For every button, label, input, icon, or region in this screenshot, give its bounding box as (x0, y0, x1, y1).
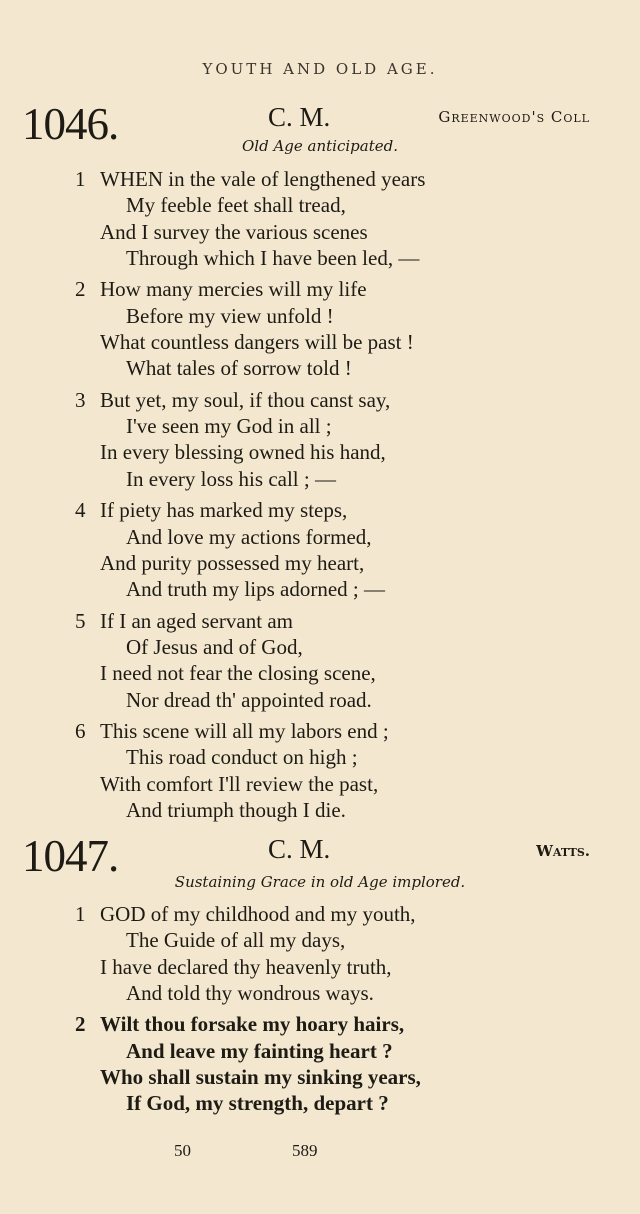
verse-text: And love my actions formed, (126, 524, 372, 549)
hymn-author: Watts. (536, 842, 590, 860)
verse-text: How many mercies will my life (100, 277, 367, 302)
verse-text: WHEN in the vale of lengthened years (100, 167, 426, 191)
verse-text: In every loss his call ; — (126, 466, 336, 491)
verse-text: And truth my lips adorned ; — (126, 577, 385, 602)
verse-text: This road conduct on high ; (126, 745, 358, 770)
verse-text: And purity possessed my heart, (100, 550, 365, 575)
verse-text: This scene will all my labors end ; (100, 719, 389, 743)
verse-number: 2 (75, 277, 86, 302)
verse-number: 3 (75, 387, 86, 412)
verse-text: My feeble feet shall tread, (126, 193, 346, 218)
verse-text: And I survey the various scenes (100, 219, 368, 244)
verse-text: And leave my fainting heart ? (126, 1038, 393, 1063)
hymn-author: Greenwood's Coll (438, 108, 590, 126)
verse-text: Before my view unfold ! (126, 303, 334, 328)
hymn-title: Old Age anticipated. (242, 137, 398, 155)
verse-text: With comfort I'll review the past, (100, 771, 379, 796)
verse-number: 2 (75, 1012, 86, 1037)
verse-text: What countless dangers will be past ! (100, 330, 414, 354)
verse-text: And triumph though I die. (126, 797, 346, 822)
verse-number: 6 (75, 719, 86, 743)
verse-text: And told thy wondrous ways. (126, 980, 374, 1005)
running-head: YOUTH AND OLD AGE. (202, 60, 438, 78)
verse-text: I've seen my God in all ; (126, 414, 332, 439)
verse-text: Of Jesus and of God, (126, 634, 303, 659)
signature-mark: 50 (174, 1141, 191, 1160)
verse-number: 5 (75, 608, 86, 633)
page-number: 589 (292, 1141, 318, 1160)
verse-text: I need not fear the closing scene, (100, 661, 376, 686)
verse-text: If I an aged servant am (100, 608, 293, 633)
hymn-meter: C. M. (268, 102, 331, 132)
verse-text: GOD of my childhood and my youth, (100, 902, 416, 926)
verse-text: Who shall sustain my sinking years, (100, 1065, 421, 1089)
verse-text: In every blessing owned his hand, (100, 440, 386, 465)
page-footer (0, 1141, 640, 1161)
verse-number: 1 (75, 902, 86, 926)
hymn-number: 1047. (22, 831, 119, 881)
verse-text: Through which I have been led, — (126, 245, 420, 270)
hymn-meter: C. M. (268, 834, 331, 864)
verse-number: 1 (75, 167, 86, 191)
hymn-title: Sustaining Grace in old Age implored. (174, 873, 466, 891)
hymn-number: 1046. (22, 99, 119, 149)
verse-number: 4 (75, 498, 86, 523)
verse-text: I have declared thy heavenly truth, (100, 954, 392, 979)
verse-text: But yet, my soul, if thou canst say, (100, 387, 391, 412)
verse-text: If God, my strength, depart ? (126, 1091, 389, 1116)
verse-text: What tales of sorrow told ! (126, 356, 352, 381)
verse-text: If piety has marked my steps, (100, 498, 348, 523)
verse-text: Nor dread th' appointed road. (126, 687, 372, 712)
verse-text: Wilt thou forsake my hoary hairs, (100, 1012, 405, 1037)
verse-text: The Guide of all my days, (126, 928, 346, 953)
